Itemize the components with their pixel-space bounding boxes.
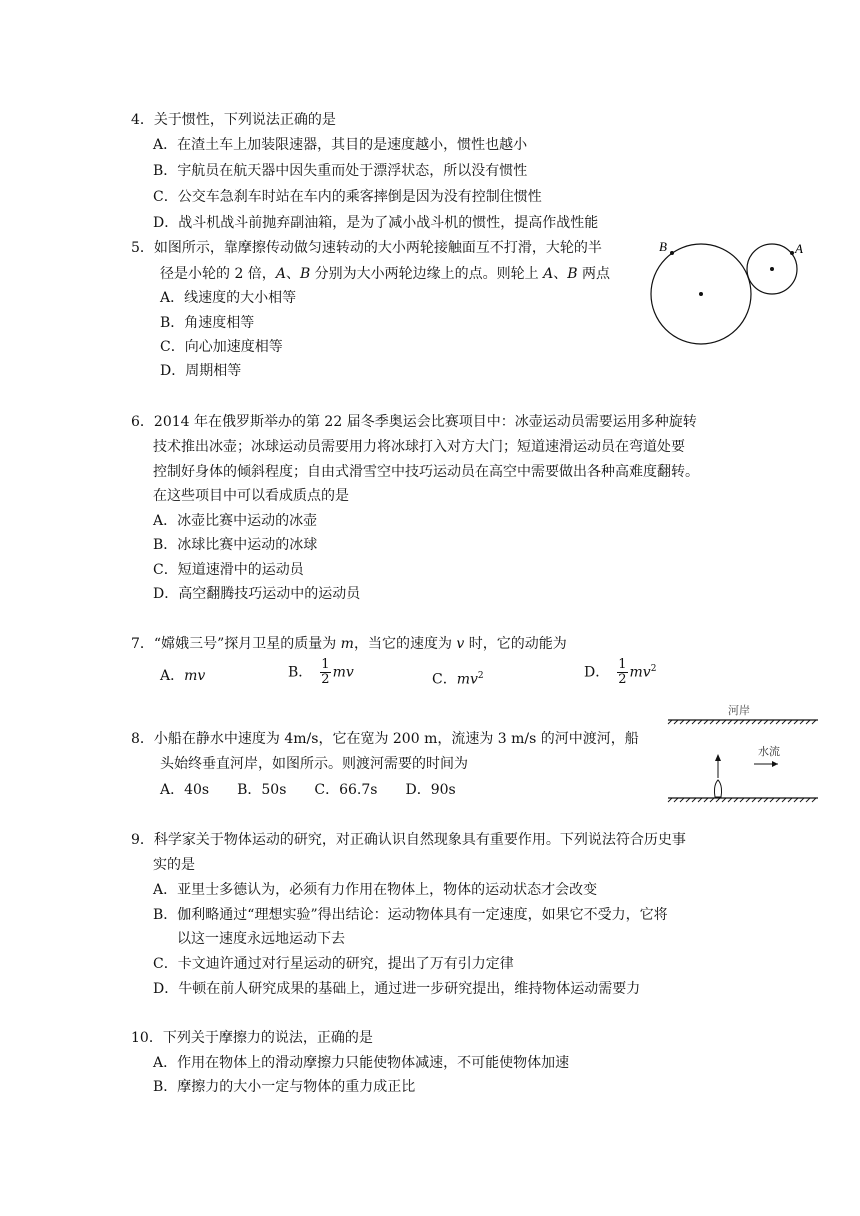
q4-option-b: B．宇航员在航天器中因失重而处于漂浮状态，所以没有惯性 [153, 163, 528, 179]
q7-option-b: B． $\frac{1}{2}$ mv [288, 657, 354, 687]
q4-option-c: C．公交车急刹车时站在车内的乘客摔倒是因为没有控制住惯性 [153, 189, 542, 205]
q9-option-d: D．牛顿在前人研究成果的基础上，通过进一步研究提出，维持物体运动需要力 [153, 981, 641, 997]
water-flow-label: 水流 [758, 745, 780, 758]
point-a-label: A [795, 241, 803, 256]
q9-stem-line1: 9．科学家关于物体运动的研究，对正确认识自然现象具有重要作用。下列说法符合历史事 [131, 832, 686, 848]
q5-option-a: A．线速度的大小相等 [160, 290, 297, 306]
q6-option-b: B．冰球比赛中运动的冰球 [153, 537, 318, 553]
q6-stem-line4: 在这些项目中可以看成质点的是 [153, 488, 349, 504]
q9-option-b-line1: B．伽利略通过“理想实验”得出结论：运动物体具有一定速度，如果它不受力，它将 [153, 907, 668, 923]
river-bank-label: 河岸 [728, 704, 750, 717]
q5-option-b: B．角速度相等 [160, 315, 255, 331]
q8-stem-line1: 8．小船在静水中速度为 4m/s，它在宽为 200 m，流速为 3 m/s 的河中渡河，船 [131, 731, 639, 747]
q6-option-c: C．短道速滑中的运动员 [153, 562, 304, 578]
q6-stem-line2: 技术推出冰壶；冰球运动员需要用力将冰球打入对方大门；短道速滑运动员在弯道处要 [153, 439, 685, 455]
point-b-label: B [659, 239, 667, 254]
boat [714, 780, 721, 797]
q5-option-c: C．向心加速度相等 [160, 339, 283, 355]
point-b-dot [670, 251, 674, 255]
q9-option-a: A．亚里士多德认为，必须有力作用在物体上，物体的运动状态才会改变 [153, 882, 598, 898]
q5-option-d: D．周期相等 [160, 363, 242, 379]
small-wheel-center [770, 267, 774, 271]
point-a-dot [790, 251, 794, 255]
q9-stem-line2: 实的是 [153, 857, 195, 873]
q4-option-d: D．战斗机战斗前抛弃副油箱，是为了减小战斗机的惯性，提高作战性能 [153, 215, 599, 231]
q6-stem-line3: 控制好身体的倾斜程度；自由式滑雪空中技巧运动员在高空中需要做出各种高难度翻转。 [153, 464, 699, 480]
q8-stem-line2: 头始终垂直河岸，如图所示。则渡河需要的时间为 [160, 756, 468, 772]
fraction-one-half: $\frac{1}{2}$ [618, 657, 627, 687]
q7-option-d: D． $\frac{1}{2}$ $mv^2$ [584, 657, 657, 687]
q10-stem: 10．下列关于摩擦力的说法，正确的是 [131, 1030, 373, 1046]
q6-stem-line1: 6．2014 年在俄罗斯举办的第 22 届冬季奥运会比赛项目中：冰壶运动员需要运用多种旋转 [131, 414, 697, 430]
q7-option-a: A．mv [160, 668, 206, 684]
q5-stem-line2: 径是小轮的 2 倍，A、B 分别为大小两轮边缘上的点。则轮上 A、B 两点 [160, 266, 611, 282]
fraction-one-half: $\frac{1}{2}$ [321, 657, 330, 687]
q8-options: A．40s B．50s C．66.7s D．90s [160, 782, 456, 798]
q10-option-b: B．摩擦力的大小一定与物体的重力成正比 [153, 1079, 416, 1095]
q7-stem: 7．“嫦娥三号”探月卫星的质量为 m，当它的速度为 v 时，它的动能为 [131, 636, 567, 652]
q9-option-c: C．卡文迪许通过对行星运动的研究，提出了万有引力定律 [153, 956, 514, 972]
q4-option-a: A．在渣土车上加装限速器，其目的是速度越小，惯性也越小 [153, 137, 528, 153]
q6-option-a: A．冰壶比赛中运动的冰壶 [153, 513, 318, 529]
q8-river-figure [660, 700, 825, 810]
large-wheel-center [699, 292, 703, 296]
q5-wheels-figure [645, 232, 810, 350]
q6-option-d: D．高空翻腾技巧运动中的运动员 [153, 586, 361, 602]
q5-stem-line1: 5．如图所示，靠摩擦传动做匀速转动的大小两轮接触面互不打滑，大轮的半 [131, 240, 602, 256]
q7-option-c: C．$mv^2$ [432, 671, 484, 688]
q10-option-a: A．作用在物体上的滑动摩擦力只能使物体减速，不可能使物体加速 [153, 1055, 570, 1071]
q4-stem: 4．关于惯性，下列说法正确的是 [131, 112, 336, 128]
q9-option-b-line2: 以这一速度永远地运动下去 [177, 931, 345, 947]
